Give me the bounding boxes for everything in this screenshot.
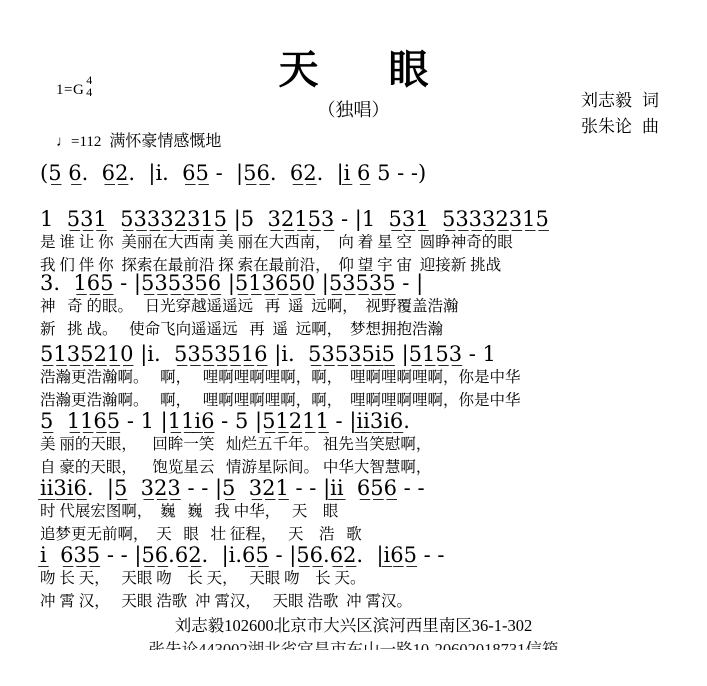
lyric-line-verse1: 神 奇 的眼。 日光穿越遥遥远 再 遥 远啊， 视野覆盖浩瀚	[40, 298, 459, 316]
lyric-line-verse2: 追梦更无前啊， 天 眼 壮 征程， 天 浩 歌	[40, 526, 362, 544]
music-system-4	[40, 343, 680, 412]
tempo-marking	[56, 128, 221, 151]
footer-address-line-1: 刘志毅102600北京市大兴区滨河西里南区36-1-302	[174, 616, 533, 635]
lyric-line-verse2: 新 挑 战。 使命飞向遥遥远 再 遥 远啊， 梦想拥抱浩瀚	[40, 321, 444, 339]
notation-line: i̲i̲3̲i̲6̲. |5̲ 3̲2̲3̲ - - |5̲ 3̲2̲1̲ - - |i̲i̲ 6̲5̲6̲ - -	[40, 476, 425, 500]
lyric-line-verse2: 自 豪的天眼， 饱览星云 情游星际间。 中华大智慧啊，	[40, 459, 432, 477]
notation-line: i̲ 6̲3̲5̲ - - |5̲6̲.6̲2̲. |i.6̲5̲ - |5̲6̲.6̲2̲. |i̲6̲5̲ - -	[40, 543, 445, 567]
page-subtitle: （独唱）	[317, 100, 390, 120]
time-signature-bottom: 4	[86, 85, 93, 99]
lyric-line-verse1: 美 丽的天眼， 回眸一笑 灿烂五千年。 祖先当笑慰啊，	[40, 436, 432, 454]
credits	[581, 88, 659, 141]
lyric-line-verse2: 冲 霄 汉， 天眼 浩歌 冲 霄汉， 天眼 浩歌 冲 霄汉。	[40, 593, 413, 611]
lyric-line-verse1: 吻 长 天， 天眼 吻 长 天， 天眼 吻 长 天。	[40, 570, 366, 588]
music-system-3	[40, 272, 680, 341]
lyricist-name: 刘志毅	[581, 91, 632, 110]
music-system-7	[40, 544, 680, 613]
page-bottom-mask	[0, 650, 707, 686]
expression-marking: 满怀豪情感慨地	[109, 133, 222, 150]
lyric-line-verse2: 浩瀚更浩瀚啊。 啊， 哩啊哩啊哩啊，啊， 哩啊哩啊哩啊，你是中华	[40, 392, 521, 410]
notation-line: 5̲ 1̲1̲6̲5̲ - 1 |1̲1̲i̲6̲ - 5 |5̲1̲2̲1̲1̲ - |i̲i̲3̲i̲6̲.	[40, 409, 410, 433]
notation-line: 5̲1̲3̲5̲2̲1̲0̲ |i. 5̲3̲5̲3̲5̲1̲6̲ |i. 5̲3̲5̲3̲5̲i̲5̲ |5̲1̲5̲3̲ - 1	[40, 342, 496, 366]
notation-line: 3. 1̲6̲5̲ - |5̲3̲5̲3̲5̲6̲ |5̲1̲3̲6̲5̲0̲ |5̲3̲5̲3̲5̲ - |	[40, 271, 424, 295]
music-system-2	[40, 208, 680, 277]
lyric-line-verse1: 时 代展宏图啊， 巍 巍 我 中华， 天 眼	[40, 503, 339, 521]
notation-line: (5̲ 6̲. 6̲2̲. |i. 6̲5̲ - |5̲6̲. 6̲2̲. |i̲ 6̲ 5 - -)	[40, 161, 427, 185]
composer-role: 曲	[642, 117, 659, 137]
composer-credit	[581, 114, 659, 140]
lyricist-role: 词	[642, 91, 659, 110]
page-title: 天 眼	[278, 46, 457, 93]
lyric-line-verse2: 我 们 伴 你 探索在最前沿 探 索在最前沿， 仰 望 宇 宙 迎接新 挑战	[40, 257, 502, 275]
notation-line: 1 5̲3̲1̲ 5̲3̲3̲3̲2̲3̲1̲5̲ |5 3̲2̲1̲5̲3̲ - |1 5̲3̲1̲ 5̲3̲3̲3̲2̲3̲1̲5̲	[40, 207, 549, 231]
lyric-line-verse1: 是 谁 让 你 美丽在大西南 美 丽在大西南， 向 着 星 空 圆睁神奇的眼	[40, 234, 513, 252]
lyricist-credit	[581, 88, 659, 114]
composer-name: 张朱论	[581, 117, 632, 137]
music-system-1	[40, 162, 680, 185]
music-system-6	[40, 477, 680, 546]
music-system-5	[40, 410, 680, 479]
lyric-line-verse1: 浩瀚更浩瀚啊。 啊， 哩啊哩啊哩啊，啊， 哩啊哩啊哩啊，你是中华	[40, 369, 521, 387]
tempo-value: ♩=112	[56, 134, 102, 150]
time-signature-top: 4	[86, 73, 93, 87]
key-signature-text: 1=G	[56, 82, 85, 98]
